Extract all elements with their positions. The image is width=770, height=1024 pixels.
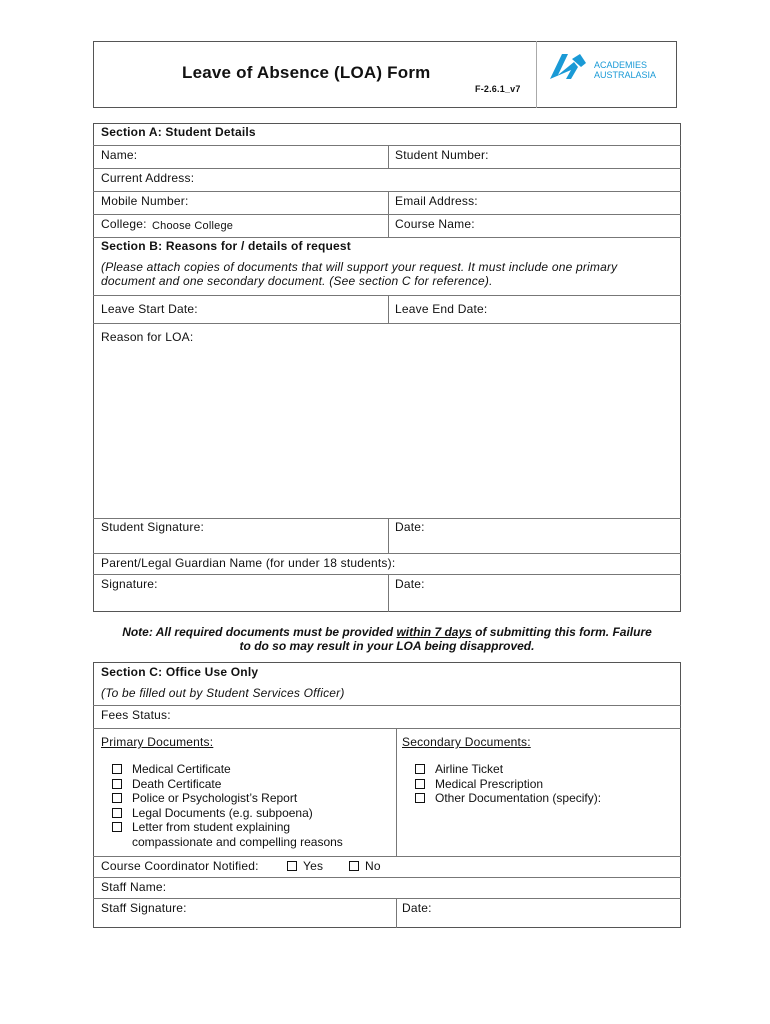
primary-doc-police-report[interactable]: Police or Psychologist’s Report bbox=[112, 791, 343, 806]
staff-signature-date-field[interactable]: Date: bbox=[402, 901, 432, 915]
course-coordinator-label: Course Coordinator Notified: bbox=[101, 859, 259, 873]
coordinator-yes-option[interactable]: Yes bbox=[287, 859, 323, 873]
section-a-heading: Section A: Student Details bbox=[101, 125, 256, 139]
section-c-subheading: (To be filled out by Student Services Officer) bbox=[101, 686, 345, 700]
fees-status-field[interactable]: Fees Status: bbox=[101, 708, 171, 722]
submission-note bbox=[93, 625, 681, 653]
student-number-field[interactable]: Student Number: bbox=[395, 148, 489, 162]
checkbox-icon[interactable] bbox=[287, 861, 297, 871]
checkbox-icon[interactable] bbox=[112, 822, 122, 832]
secondary-doc-airline-ticket[interactable]: Airline Ticket bbox=[415, 762, 601, 777]
guardian-signature-date-field[interactable]: Date: bbox=[395, 577, 425, 591]
section-b-instructions-1: (Please attach copies of documents that will support your request. It must include one primary bbox=[101, 260, 618, 274]
note-line-1: Note: All required documents must be provided within 7 days of submitting this form. Failure bbox=[122, 625, 652, 639]
course-name-field[interactable]: Course Name: bbox=[395, 217, 475, 231]
staff-signature-field[interactable]: Staff Signature: bbox=[101, 901, 187, 915]
checkbox-icon[interactable] bbox=[415, 764, 425, 774]
secondary-doc-other[interactable]: Other Documentation (specify): bbox=[415, 791, 601, 806]
form-title: Leave of Absence (LOA) Form bbox=[182, 63, 431, 82]
primary-doc-medical-certificate[interactable]: Medical Certificate bbox=[112, 762, 343, 777]
name-field[interactable]: Name: bbox=[101, 148, 138, 162]
academies-logo-mark-icon bbox=[548, 51, 592, 81]
note-line-2: to do so may result in your LOA being disapproved. bbox=[239, 639, 535, 653]
checkbox-icon[interactable] bbox=[112, 793, 122, 803]
reason-for-loa-field[interactable]: Reason for LOA: bbox=[101, 330, 194, 344]
college-select[interactable]: Choose College bbox=[152, 220, 234, 232]
academies-logo bbox=[548, 51, 658, 85]
primary-doc-letter-continuation: compassionate and compelling reasons bbox=[132, 834, 343, 849]
section-b-instructions-2: document and one secondary document. (See section C for reference). bbox=[101, 274, 493, 288]
mobile-number-field[interactable]: Mobile Number: bbox=[101, 194, 189, 208]
logo-text-academies: ACADEMIES bbox=[594, 60, 648, 70]
checkbox-icon[interactable] bbox=[112, 808, 122, 818]
primary-documents-list bbox=[112, 762, 343, 849]
college-label: College: bbox=[101, 217, 147, 231]
secondary-documents-heading: Secondary Documents: bbox=[402, 735, 531, 749]
leave-start-date-field[interactable]: Leave Start Date: bbox=[101, 302, 198, 316]
leave-end-date-field[interactable]: Leave End Date: bbox=[395, 302, 488, 316]
staff-name-field[interactable]: Staff Name: bbox=[101, 880, 167, 894]
form-code: F-2.6.1_v7 bbox=[475, 84, 521, 94]
primary-documents-heading: Primary Documents: bbox=[101, 735, 214, 749]
section-c-heading: Section C: Office Use Only bbox=[101, 665, 259, 679]
header-divider bbox=[536, 41, 537, 108]
coordinator-no-option[interactable]: No bbox=[349, 859, 381, 873]
guardian-name-field[interactable]: Parent/Legal Guardian Name (for under 18 students): bbox=[101, 556, 396, 570]
secondary-doc-medical-prescription[interactable]: Medical Prescription bbox=[415, 777, 601, 792]
guardian-signature-field[interactable]: Signature: bbox=[101, 577, 158, 591]
checkbox-icon[interactable] bbox=[415, 779, 425, 789]
checkbox-icon[interactable] bbox=[349, 861, 359, 871]
primary-doc-legal-documents[interactable]: Legal Documents (e.g. subpoena) bbox=[112, 806, 343, 821]
logo-text-australasia: AUSTRALASIA bbox=[594, 70, 657, 80]
student-signature-field[interactable]: Student Signature: bbox=[101, 520, 205, 534]
primary-doc-death-certificate[interactable]: Death Certificate bbox=[112, 777, 343, 792]
checkbox-icon[interactable] bbox=[415, 793, 425, 803]
section-b-heading: Section B: Reasons for / details of request bbox=[101, 239, 351, 253]
primary-doc-letter[interactable]: Letter from student explaining bbox=[112, 820, 343, 835]
student-signature-date-field[interactable]: Date: bbox=[395, 520, 425, 534]
checkbox-icon[interactable] bbox=[112, 779, 122, 789]
checkbox-icon[interactable] bbox=[112, 764, 122, 774]
secondary-documents-list bbox=[415, 762, 601, 806]
email-address-field[interactable]: Email Address: bbox=[395, 194, 478, 208]
current-address-field[interactable]: Current Address: bbox=[101, 171, 195, 185]
